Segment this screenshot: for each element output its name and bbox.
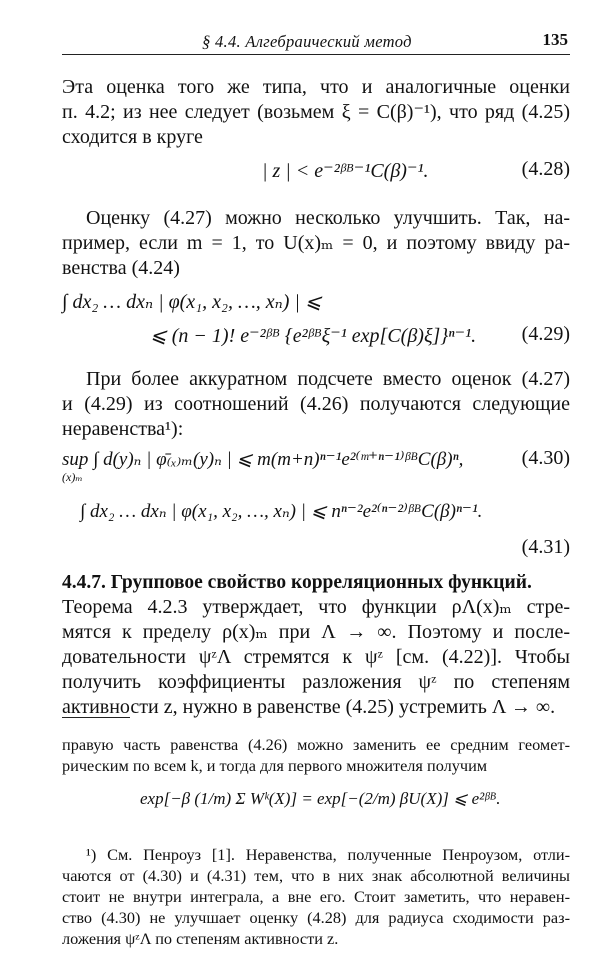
- note-formula: exp[−β (1/m) Σ Wᵏ(X)] = exp[−(2/m) βU(X)] ⩽ e²ᵝᴮ.: [140, 789, 501, 808]
- body-line: сходится в круге: [62, 126, 203, 148]
- equation-number: (4.28): [521, 158, 570, 180]
- footnote-rule: [62, 717, 130, 718]
- equation-4-31: ∫ dx₂ … dxₙ | φ(x₁, x₂, …, xₙ) | ⩽ nⁿ⁻²e²⁽ⁿ⁻²⁾ᵝᴮC(β)ⁿ⁻¹.: [80, 501, 483, 522]
- body-line: довательности ψᶻΛ стремятся к ψᶻ [см. (4.22)]. Чтобы: [62, 646, 570, 668]
- subsection-heading: 4.4.7. Групповое свойство корреляционных функций.: [62, 572, 532, 593]
- body-line: Эта оценка того же типа, что и аналогичные оценки: [62, 76, 570, 98]
- equation-number: (4.30): [521, 447, 570, 469]
- equation-number: (4.31): [521, 536, 570, 558]
- equation-4-29-line1: ∫ dx₂ … dxₙ | φ(x₁, x₂, …, xₙ) | ⩽: [62, 291, 322, 313]
- equation-4-29-line2: ⩽ (n − 1)! e⁻²ᵝᴮ {e²ᵝᴮξ⁻¹ exp[C(β)ξ]}ⁿ⁻¹.: [150, 325, 477, 347]
- body-line: При более аккуратном подсчете вместо оценок (4.27): [86, 368, 570, 390]
- running-header: [62, 30, 570, 55]
- body-line: и (4.29) из соотношений (4.26) получаются следующие: [62, 393, 570, 415]
- equation-4-28: | z | < e⁻²ᵝᴮ⁻¹C(β)⁻¹.: [262, 160, 429, 182]
- body-line: мятся к пределу ρ(x)ₘ при Λ → ∞. Поэтому и после-: [62, 621, 570, 643]
- note-line: рическим по всем k, и тогда для первого множителя получим: [62, 756, 488, 775]
- body-line: пример, если m = 1, то U(x)ₘ = 0, и поэтому ввиду ра-: [62, 232, 570, 254]
- body-line: получить коэффициенты разложения ψᶻ по степеням: [62, 671, 570, 693]
- body-line: венства (4.24): [62, 257, 180, 279]
- equation-number: (4.29): [521, 323, 570, 345]
- body-line: активности z, нужно в равенстве (4.25) устремить Λ → ∞.: [62, 696, 556, 718]
- body-line: неравенства¹):: [62, 418, 184, 440]
- body-line: п. 4.2; из нее следует (возьмем ξ = C(β)⁻¹), что ряд (4.25): [62, 101, 570, 123]
- note-line: правую часть равенства (4.26) можно заменить ее средним геомет-: [62, 735, 570, 754]
- footnote-line: ¹) См. Пенроуз [1]. Неравенства, полученные Пенроузом, отли-: [86, 845, 570, 864]
- sup-subscript: (x)ₘ: [62, 470, 83, 484]
- body-line: Теорема 4.2.3 утверждает, что функции ρΛ(x)ₘ стре-: [62, 596, 570, 618]
- equation-4-30: sup ∫ d(y)ₙ | φ̄₍ₓ₎ₘ(y)ₙ | ⩽ m(m+n)ⁿ⁻¹e²⁽ᵐ⁺ⁿ⁻¹⁾ᵝᴮC(β)ⁿ,: [62, 449, 464, 470]
- footnote-line: ложения ψᶻΛ по степеням активности z.: [62, 929, 339, 948]
- section-title: § 4.4. Алгебраический метод: [202, 32, 412, 51]
- footnote-line: чаются от (4.30) и (4.31) тем, что в них знак абсолютной величины: [62, 866, 570, 885]
- body-line: Оценку (4.27) можно несколько улучшить. Так, на-: [86, 207, 570, 229]
- footnote-line: ство (4.30) не улучшает оценку (4.28) для радиуса сходимости раз-: [62, 908, 570, 927]
- footnote-line: стоит не внутри интеграла, а вне его. Стоит заметить, что неравен-: [62, 887, 570, 906]
- page-number: 135: [542, 30, 568, 49]
